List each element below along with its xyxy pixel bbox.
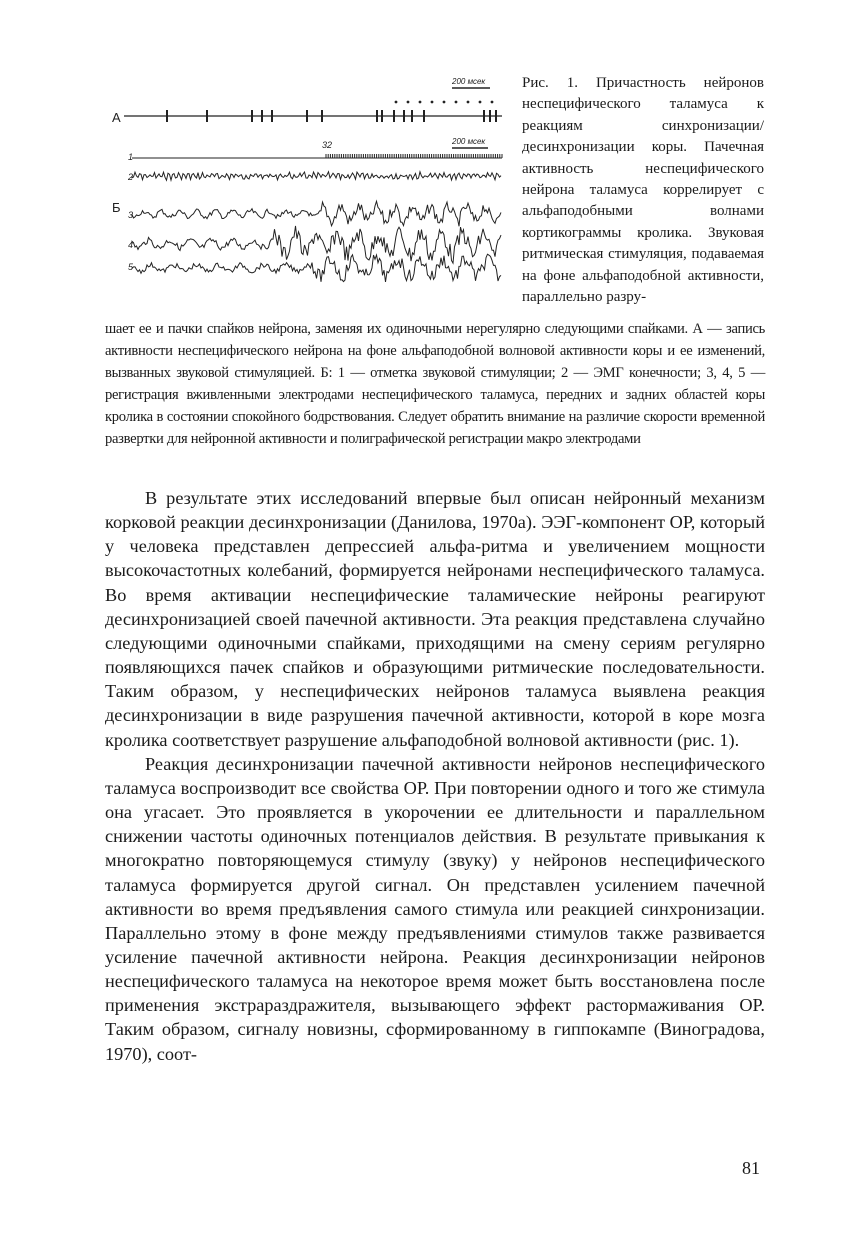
stimulus-dot — [431, 101, 434, 104]
main-text — [105, 486, 765, 1066]
stimulus-dot — [455, 101, 458, 104]
figure-caption-continued: шает ее и пачки спайков нейрона, заменяя их одиночными нерегулярно следующими спайками. А — запись активности неспецифического нейрона на фоне альфаподобной волновой активности коры и ее изменений, вызванных звуковой стимуляцией. Б: 1 — отметка звуковой стимуляции; 2 — ЭМГ конечности; 3, 4, 5 — регистрация вживленными электродами неспецифического таламуса, передних и задних областей коры кролика в состоянии спокойного бодрствования. Следует обратить внимание на различие скорости временной развертки для нейронной активности и полиграфической регистрации макро электродами — [105, 321, 765, 447]
stimulus-dot — [419, 101, 422, 104]
trace-5-posterior-cortex — [132, 254, 501, 282]
stimulus-count-marker: 32 — [322, 140, 333, 150]
scale-label-mid: 200 мсек — [452, 137, 486, 146]
stimulus-dot — [467, 101, 470, 104]
trace-4-anterior-cortex — [132, 226, 501, 263]
eeg-traces-svg — [112, 72, 510, 312]
trace-number-5: 5 — [128, 262, 134, 272]
stimulus-dot — [491, 101, 494, 104]
trace-2-emg — [132, 172, 501, 181]
paragraph-2: Реакция десинхронизации пачечной активности нейронов неспецифического таламуса воспроизводит все свойства ОР. При повторении одного и того же стимула она угасает. Это проявляется в укорочении ее длительности и параллельном снижении частоты одиночных потенциалов действия. В результате привыкания к многократно повторяющемуся стимулу (звуку) у нейронов неспецифического таламуса формируется другой сигнал. Он представлен усилением пачечной активности во время предъявления самого стимула или реакцией синхронизации. Параллельно этому в фоне между предъявлениями стимулов также развивается усиление пачечной активности нейрона. Реакция десинхронизации нейронов неспецифического таламуса на некоторое время может быть восстановлена после применения экстрараздражителя, вызывающего эффект растормаживания ОР. Таким образом, сигналу новизны, сформированному в гиппокампе (Виноградова, 1970), соот- — [105, 753, 765, 1064]
stimulus-dots-a — [395, 101, 494, 104]
stimulus-dot — [479, 101, 482, 104]
figure-eeg-recording — [112, 72, 510, 312]
trace-number-4: 4 — [128, 240, 134, 250]
panel-label-a: А — [112, 110, 121, 125]
trace-3-thalamus — [132, 201, 501, 226]
stimulus-dot — [395, 101, 398, 104]
trace-number-2: 2 — [128, 172, 134, 182]
page-number: 81 — [742, 1158, 760, 1178]
trace-number-3: 3 — [128, 210, 134, 220]
panel-label-b: Б — [112, 200, 121, 215]
figure-caption-side: Рис. 1. Причастность нейронов неспецифического таламуса к реакциям синхронизации/десинхронизации коры. Пачечная активность неспецифического нейрона таламуса коррелирует с альфаподобными волнами кортикограммы кролика. Звуковая ритмическая стимуляция, подаваемая на фоне альфаподобной активности, параллельно разру- — [522, 75, 764, 306]
scale-label-top: 200 мсек — [452, 77, 486, 86]
trace-1-stimulus-mark — [132, 154, 502, 158]
paragraph-1: В результате этих исследований впервые был описан нейронный механизм корковой реакции десинхронизации (Данилова, 1970а). ЭЭГ-компонент ОР, который у человека представлен депрессией альфа-ритма и увеличением мощности высокочастотных колебаний, формируется нейронами неспецифического таламуса. Во время активации неспецифические таламические нейроны реагируют десинхронизацией своей пачечной активности. Эта реакция представлена случайно следующими одиночными спайками, приходящими на смену сериям регулярно появляющихся пачек спайков и образующими ритмические последовательности. Таким образом, у неспецифических нейронов таламуса выявлена реакция десинхронизации в виде разрушения пачечной активности, которой в коре мозга кролика соответствует разрушение альфаподобной волновой активности (рис. 1). — [105, 488, 765, 750]
stimulus-dot — [443, 101, 446, 104]
stimulus-dot — [407, 101, 410, 104]
trace-number-1: 1 — [128, 152, 134, 162]
